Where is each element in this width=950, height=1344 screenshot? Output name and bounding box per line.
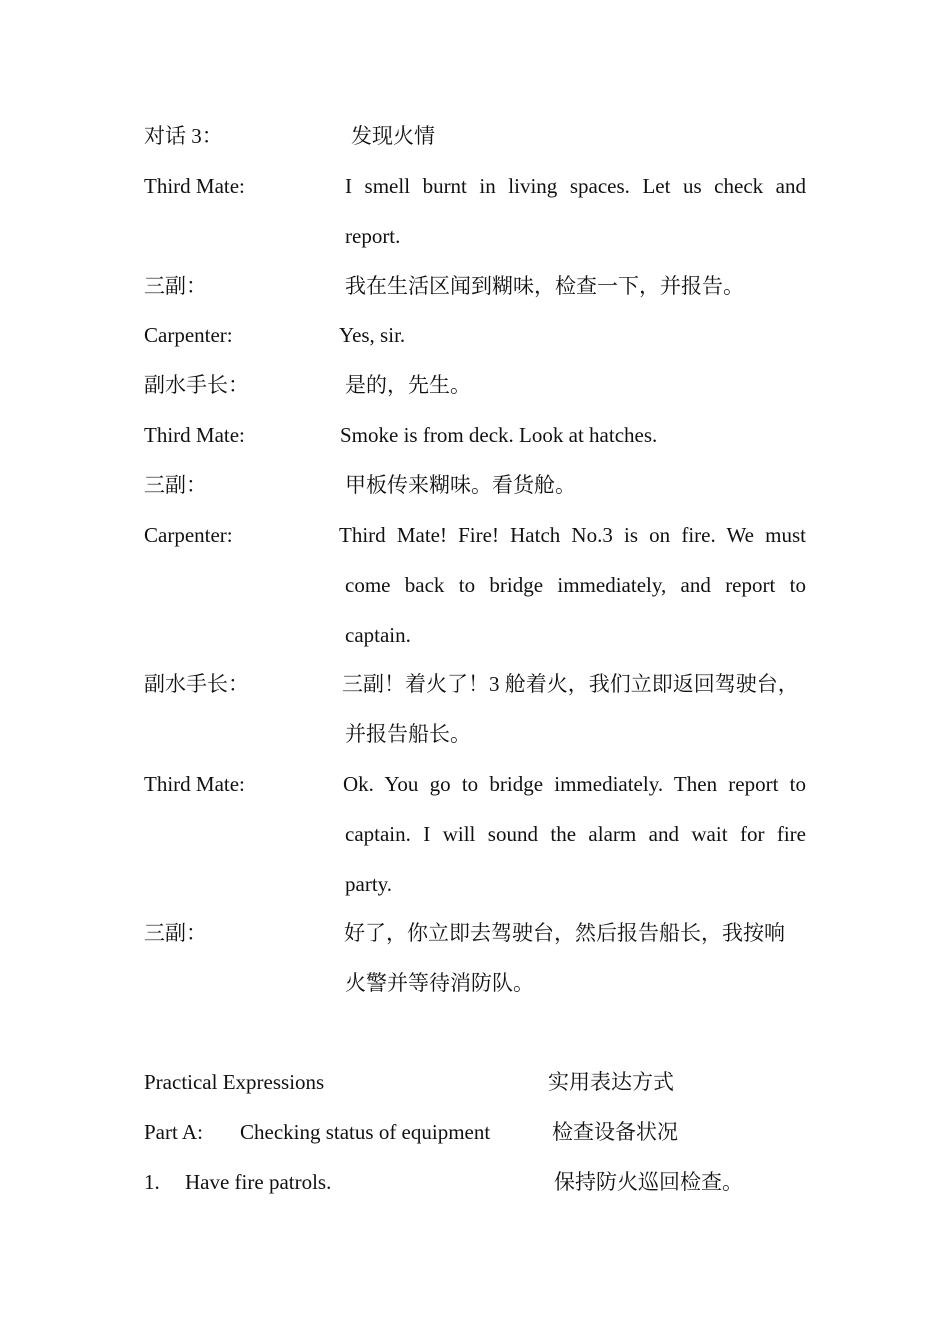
utterance-line: Smoke is from deck. Look at hatches. <box>340 423 658 447</box>
utterance-line: I smell burnt in living spaces. Let us check and <box>345 174 806 198</box>
speaker-label: Third Mate: <box>144 423 245 447</box>
part-title-cn: 检查设备状况 <box>552 1120 678 1144</box>
dialogue-title: 发现火情 <box>351 124 435 148</box>
utterance-line: 火警并等待消防队。 <box>345 971 534 995</box>
utterance-line: Yes, sir. <box>339 323 406 347</box>
speaker-label: Third Mate: <box>144 174 245 198</box>
speaker-label: 三副： <box>144 921 207 945</box>
speaker-label: 三副： <box>144 473 207 497</box>
item-text-en: Have fire patrols. <box>185 1170 332 1194</box>
speaker-label: Third Mate: <box>144 772 245 796</box>
part-title-en: Checking status of equipment <box>240 1120 491 1144</box>
speaker-label: Carpenter: <box>144 323 233 347</box>
section-title-cn: 实用表达方式 <box>548 1070 674 1094</box>
utterance-line: come back to bridge immediately, and report to <box>345 573 806 597</box>
speaker-label: 副水手长： <box>144 672 249 696</box>
speaker-label: 三副： <box>144 274 207 298</box>
utterance-line: 我在生活区闻到糊味，检查一下，并报告。 <box>345 274 744 298</box>
utterance-line: captain. I will sound the alarm and wait for fire <box>345 822 806 846</box>
utterance-line: 并报告船长。 <box>345 722 471 746</box>
utterance-line: 是的，先生。 <box>345 373 471 397</box>
item-number: 1. <box>144 1170 160 1194</box>
speaker-label: Carpenter: <box>144 523 233 547</box>
utterance-line: 好了，你立即去驾驶台，然后报告船长，我按响 <box>344 921 785 945</box>
utterance-line: Third Mate! Fire! Hatch No.3 is on fire. We must <box>339 523 806 547</box>
utterance-line: party. <box>345 872 393 896</box>
utterance-line: report. <box>345 224 401 248</box>
section-title-en: Practical Expressions <box>144 1070 325 1094</box>
utterance-line: Ok. You go to bridge immediately. Then report to <box>343 772 806 796</box>
part-label: Part A: <box>144 1120 203 1144</box>
speaker-label: 副水手长： <box>144 373 249 397</box>
utterance-line: 三副！着火了！3 舱着火，我们立即返回驾驶台， <box>342 672 799 696</box>
dialogue-label: 对话 3： <box>144 124 223 148</box>
utterance-line: 甲板传来糊味。看货舱。 <box>345 473 576 497</box>
item-text-cn: 保持防火巡回检查。 <box>554 1170 743 1194</box>
utterance-line: captain. <box>345 623 411 647</box>
